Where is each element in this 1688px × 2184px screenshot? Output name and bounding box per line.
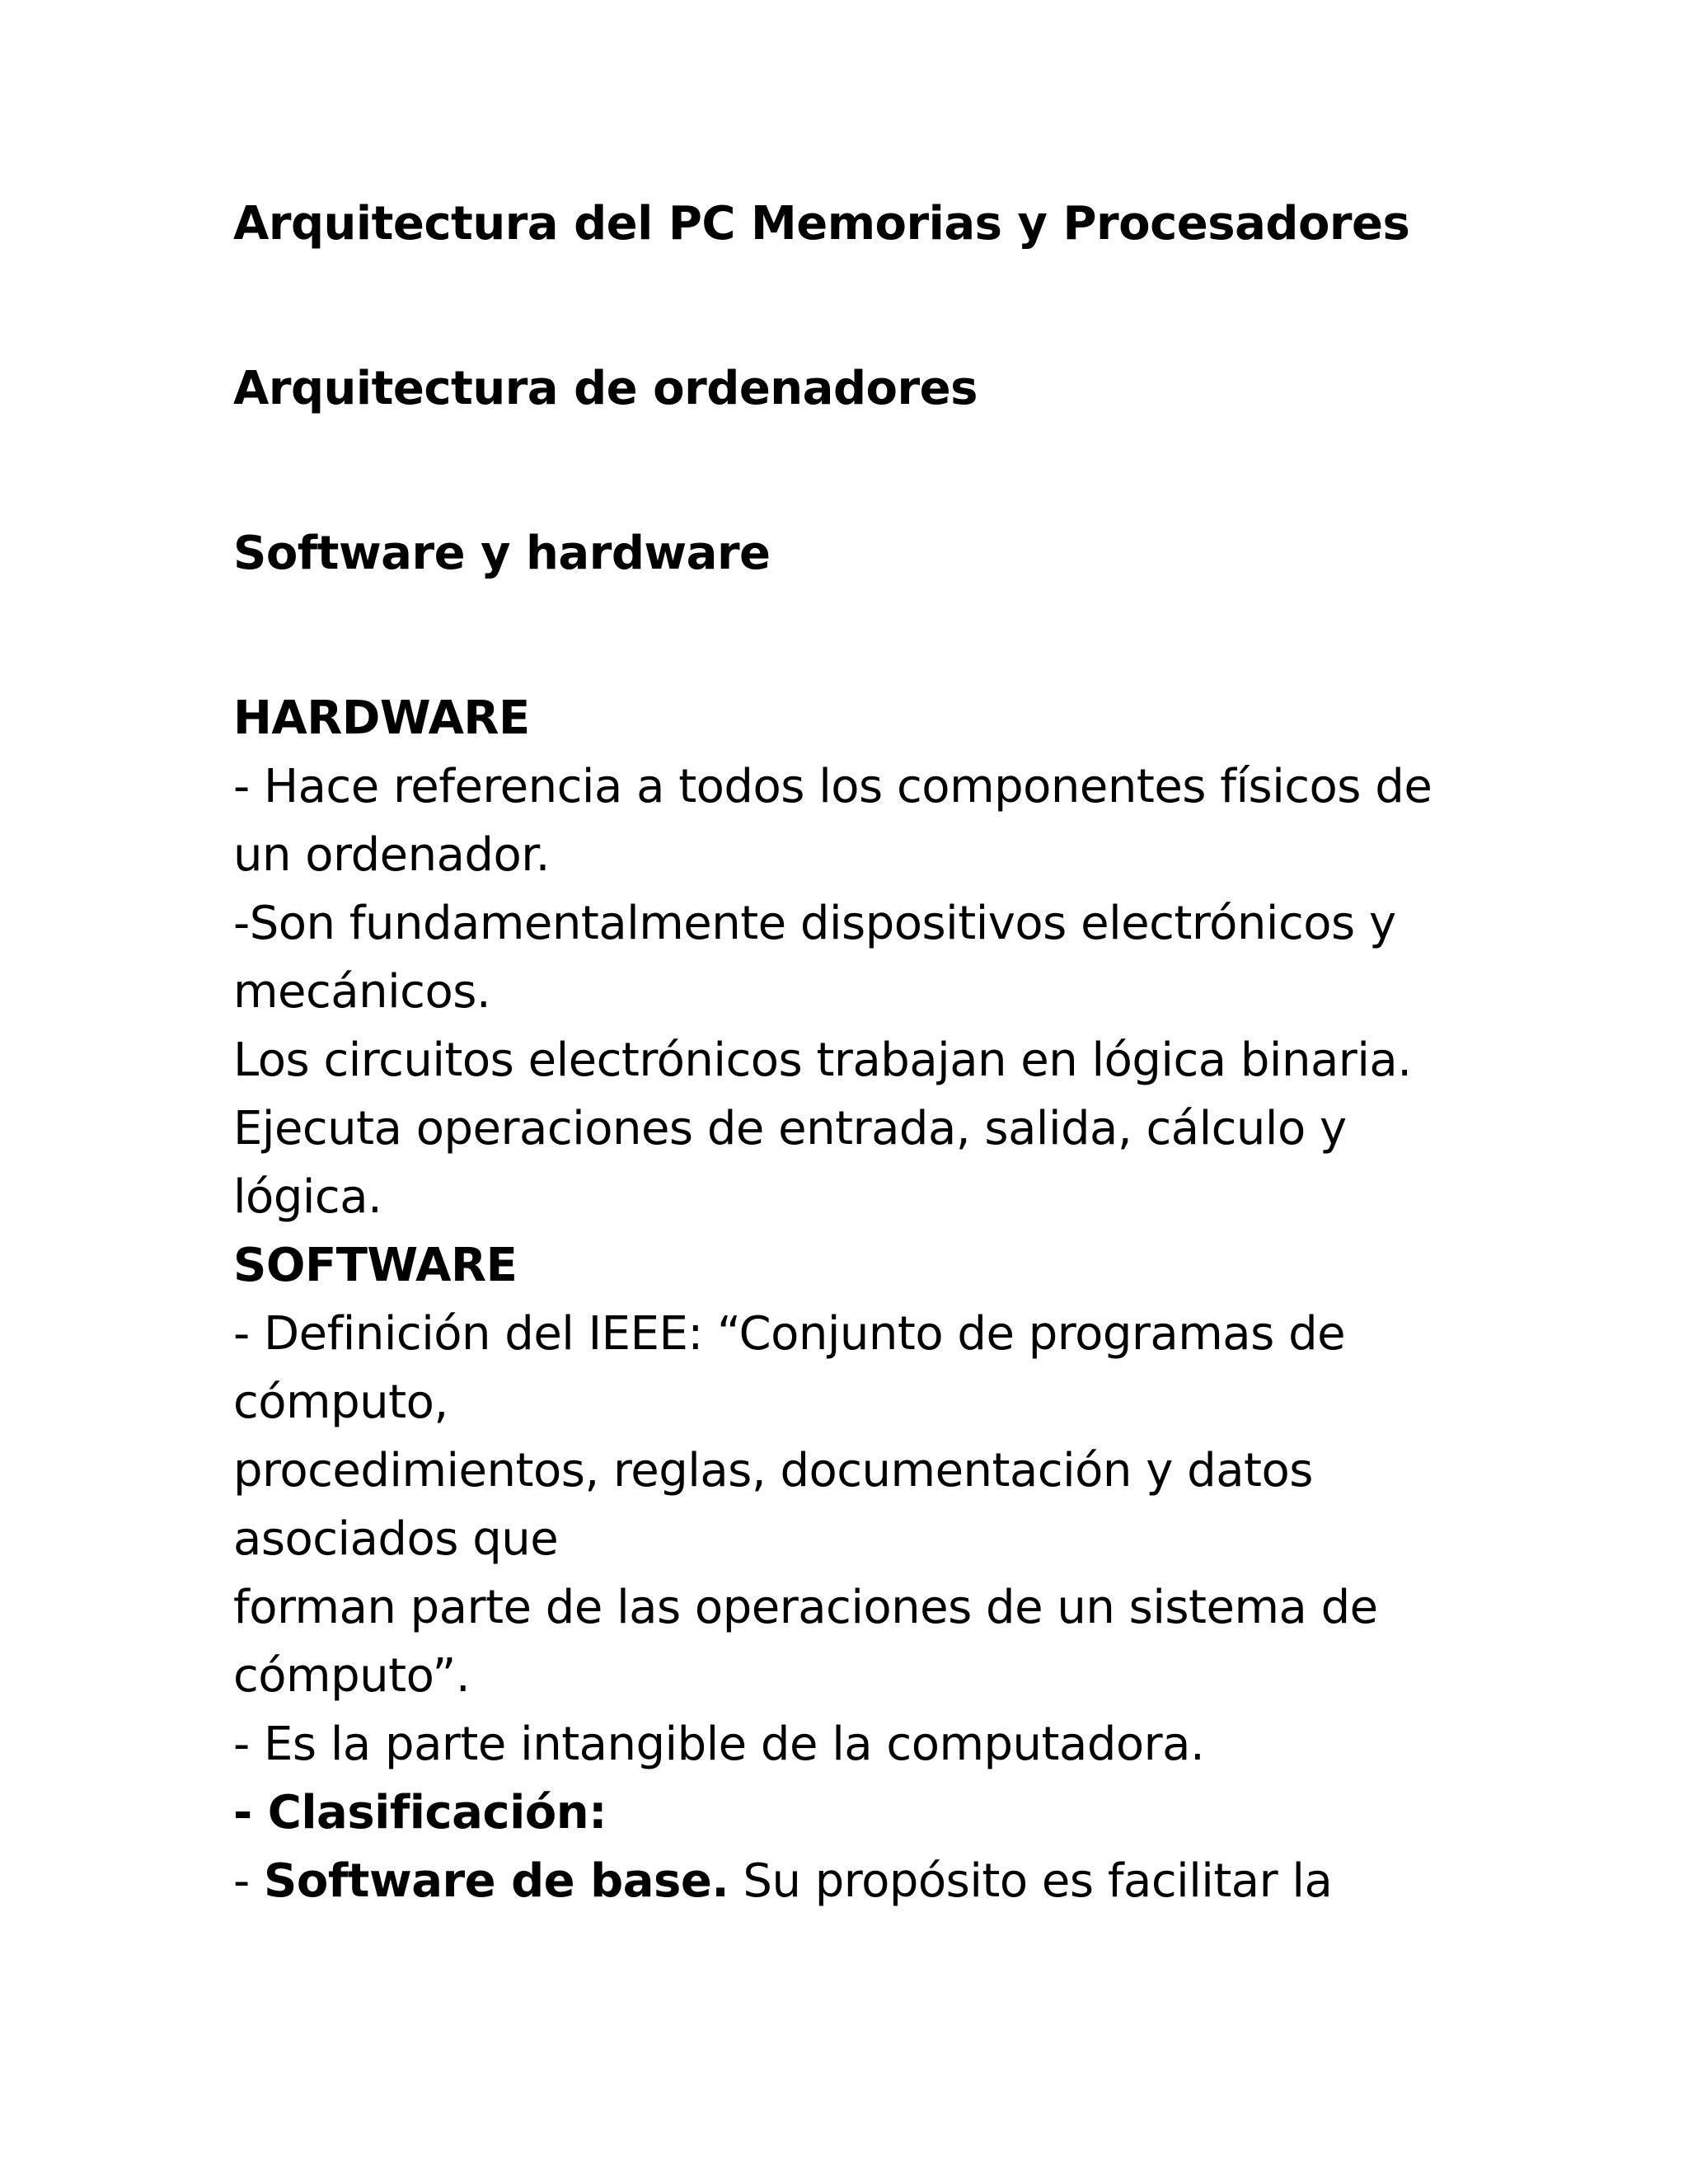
hardware-line-1: - Hace referencia a todos los componentes físicos de [233, 760, 1432, 813]
hardware-line-2: un ordenador. [233, 828, 550, 882]
software-base-prefix: - [233, 1854, 265, 1908]
software-line-2: cómputo, [233, 1376, 448, 1429]
heading-arquitectura-ordenadores: Arquitectura de ordenadores [233, 362, 978, 415]
software-line-3: procedimientos, reglas, documentación y datos [233, 1444, 1313, 1497]
software-line-4: asociados que [233, 1512, 559, 1566]
hardware-line-3: -Son fundamentalmente dispositivos electrónicos y [233, 897, 1396, 950]
software-line-5: forman parte de las operaciones de un sistema de [233, 1581, 1378, 1634]
heading-software: SOFTWARE [233, 1239, 518, 1292]
software-line-7: - Es la parte intangible de la computadora. [233, 1718, 1205, 1771]
heading-software-hardware: Software y hardware [233, 527, 771, 580]
software-base-description: Su propósito es facilitar la [729, 1854, 1333, 1908]
software-line-1: - Definición del IEEE: “Conjunto de programas de [233, 1307, 1346, 1361]
hardware-line-7: lógica. [233, 1170, 382, 1224]
software-base-term: Software de base. [264, 1854, 729, 1908]
heading-hardware: HARDWARE [233, 691, 530, 745]
hardware-line-6: Ejecuta operaciones de entrada, salida, cálculo y [233, 1102, 1347, 1155]
software-line-6: cómputo”. [233, 1649, 471, 1703]
document-title: Arquitectura del PC Memorias y Procesadores [233, 197, 1410, 251]
hardware-line-5: Los circuitos electrónicos trabajan en lógica binaria. [233, 1033, 1412, 1087]
classification-label: - Clasificación: [233, 1786, 607, 1840]
software-base-line [233, 1853, 1332, 1910]
hardware-line-4: mecánicos. [233, 965, 491, 1019]
